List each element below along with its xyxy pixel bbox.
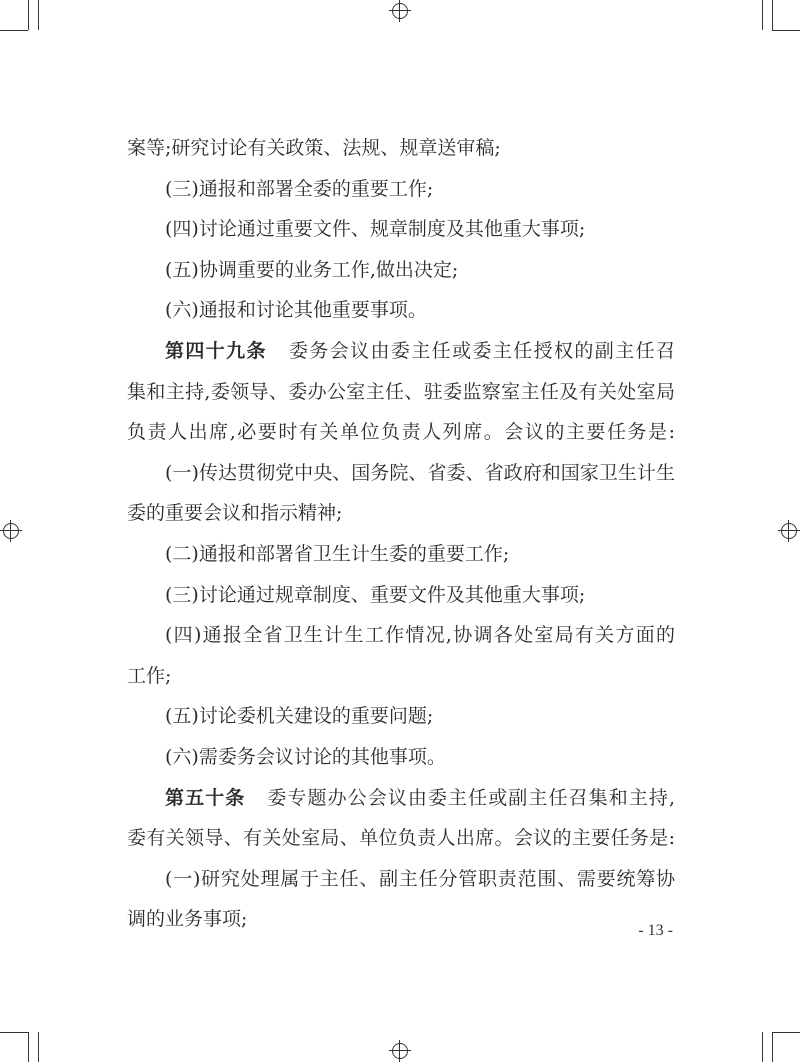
line-text: 调的业务事项;: [127, 908, 248, 931]
line-text: (六)通报和讨论其他重要事项。: [165, 299, 427, 322]
text-line: [127, 453, 675, 494]
line-text: (六)需委务会议讨论的其他事项。: [165, 745, 446, 768]
text-line: [127, 656, 675, 697]
text-line: [127, 575, 675, 616]
text-line: [127, 696, 675, 737]
text-line: [127, 493, 675, 534]
line-text: 工作;: [127, 664, 172, 687]
crop-mark-bottom-right-h: [772, 1032, 800, 1033]
text-line: [127, 372, 675, 413]
crop-mark-top-right-v1: [762, 0, 763, 30]
crop-mark-top-right-h: [772, 30, 800, 31]
article-line: [127, 778, 675, 819]
registration-mark-bottom: [389, 1040, 411, 1062]
line-text: (一)传达贯彻党中央、国务院、省委、省政府和国家卫生计生: [165, 461, 675, 484]
line-text: 集和主持,委领导、委办公室主任、驻委监察室主任及有关处室局: [127, 380, 675, 403]
text-line: [127, 818, 675, 859]
crop-mark-bottom-right-v2: [772, 1032, 773, 1062]
text-line: [127, 615, 675, 656]
line-text: (四)通报全省卫生计生工作情况,协调各处室局有关方面的: [165, 624, 675, 647]
line-text: (五)讨论委机关建设的重要问题;: [165, 705, 434, 728]
crop-mark-bottom-left-v2: [38, 1032, 39, 1062]
document-body: [127, 128, 675, 940]
text-line: [127, 899, 675, 940]
crop-mark-top-left-v1: [28, 0, 29, 30]
article-line: [127, 331, 675, 372]
line-text: (一)研究处理属于主任、副主任分管职责范围、需要统筹协: [165, 867, 675, 890]
registration-mark-top: [389, 0, 411, 22]
text-line: [127, 737, 675, 778]
article-heading: 第四十九条: [165, 339, 267, 362]
line-text: (三)讨论通过规章制度、重要文件及其他重大事项;: [165, 583, 586, 606]
crop-mark-top-left-v2: [38, 0, 39, 30]
line-text: 案等;研究讨论有关政策、法规、规章送审稿;: [127, 137, 501, 159]
line-text: 委务会议由委主任或委主任授权的副主任召: [288, 339, 675, 362]
page-number: - 13 -: [638, 922, 673, 939]
text-line: [127, 534, 675, 575]
registration-mark-left: [0, 520, 22, 542]
text-line: [127, 209, 675, 250]
line-text: 委有关领导、有关处室局、单位负责人出席。会议的主要任务是:: [127, 827, 675, 850]
crop-mark-top-right-v2: [772, 0, 773, 30]
text-line: [127, 169, 675, 210]
registration-mark-right: [778, 520, 800, 542]
crop-mark-top-left-h: [0, 30, 28, 31]
line-text: (三)通报和部署全委的重要工作;: [165, 177, 434, 200]
text-line: [127, 250, 675, 291]
text-line: [127, 412, 675, 453]
text-line: [127, 290, 675, 331]
line-text: (四)讨论通过重要文件、规章制度及其他重大事项;: [165, 218, 586, 241]
line-text: 委专题办公会议由委主任或副主任召集和主持,: [267, 786, 675, 809]
article-heading: 第五十条: [165, 786, 246, 809]
line-text: (五)协调重要的业务工作,做出决定;: [165, 258, 459, 281]
line-text: 委的重要会议和指示精神;: [127, 502, 343, 525]
line-text: 负责人出席,必要时有关单位负责人列席。会议的主要任务是:: [127, 421, 675, 444]
crop-mark-bottom-left-v1: [28, 1032, 29, 1062]
crop-mark-bottom-right-v1: [762, 1032, 763, 1062]
text-line: [127, 859, 675, 900]
line-text: (二)通报和部署省卫生计生委的重要工作;: [165, 542, 510, 565]
crop-mark-bottom-left-h: [0, 1032, 28, 1033]
text-line: [127, 128, 675, 169]
